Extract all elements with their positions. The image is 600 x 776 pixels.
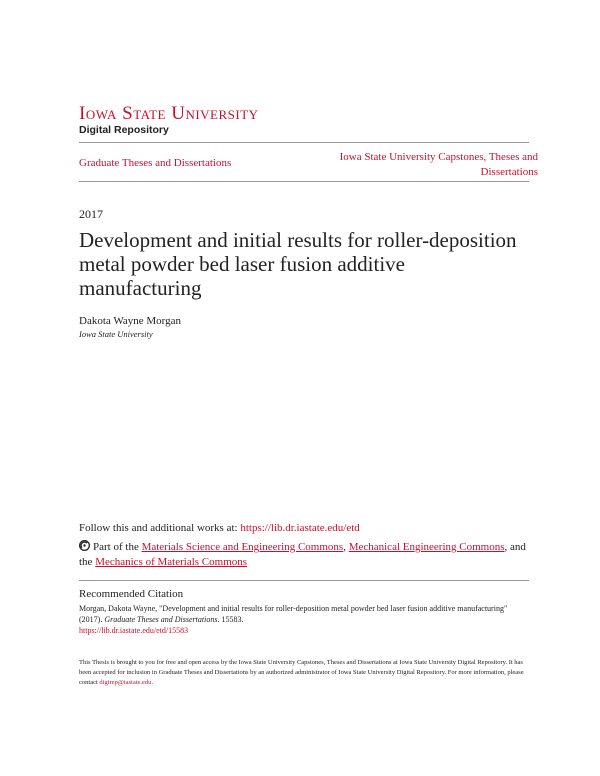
notice-end: . (151, 679, 154, 686)
commons-link-mechanical-engineering[interactable]: Mechanical Engineering Commons (348, 541, 505, 553)
part-of-prefix: Part of the (93, 541, 142, 553)
citation-number: . 15583. (217, 615, 244, 624)
author-name: Dakota Wayne Morgan (79, 315, 181, 327)
divider (79, 181, 529, 182)
divider (79, 580, 529, 581)
divider (79, 142, 529, 143)
contact-email-link[interactable]: digirep@iastate.edu (99, 679, 152, 686)
citation-body: Morgan, Dakota Wayne, "Development and initial results for roller-deposition metal powder bed laser fusion additive manufacturing" (2017). (79, 604, 508, 624)
publication-year: 2017 (79, 207, 103, 221)
citation-journal: Graduate Theses and Dissertations (104, 615, 218, 624)
access-notice (79, 658, 529, 688)
repository-name: Digital Repository (79, 124, 169, 136)
collection-link-theses[interactable]: Graduate Theses and Dissertations (79, 157, 232, 169)
part-of-separator: , and the (79, 541, 526, 568)
citation-heading: Recommended Citation (79, 588, 184, 600)
document-title: Development and initial results for roller-deposition metal powder bed laser fusion additive manufacturing (79, 228, 517, 300)
follow-text: Follow this and additional works at: (79, 522, 241, 534)
author-affiliation: Iowa State University (79, 329, 153, 339)
follow-line (79, 522, 360, 534)
university-logo: Iowa State University (79, 103, 259, 124)
part-of-line (79, 540, 529, 570)
commons-link-materials-science[interactable]: Materials Science and Engineering Commons (141, 541, 344, 553)
part-of-separator: , (343, 541, 349, 553)
commons-link-mechanics-of-materials[interactable]: Mechanics of Materials Commons (95, 556, 248, 568)
citation-link[interactable]: https://lib.dr.iastate.edu/etd/15583 (79, 626, 189, 635)
follow-link[interactable]: https://lib.dr.iastate.edu/etd (240, 522, 360, 534)
collection-link-capstones[interactable]: Iowa State University Capstones, Theses and Dissertations (339, 151, 538, 178)
notice-text: This Thesis is brought to you for free and open access by the Iowa State University Capstones, Theses and Dissertations at Iowa State University Digital Repository. It has been accepted for inclusion in Graduate Theses and Dissertations by an authorized administrator of Iowa State University Digital Repository. For more information, please contact (79, 659, 524, 686)
open-access-icon (79, 540, 90, 551)
citation-text (79, 603, 529, 636)
